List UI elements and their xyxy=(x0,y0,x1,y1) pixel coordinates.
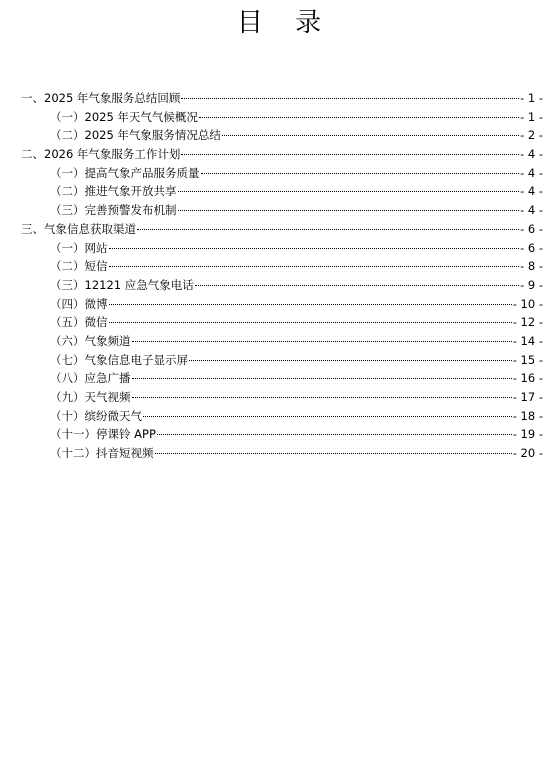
toc-entry-1[interactable] xyxy=(21,89,543,108)
toc-page-number: - 20 - xyxy=(512,446,543,461)
toc-dot-leader xyxy=(137,229,519,230)
toc-dot-leader xyxy=(109,304,512,305)
toc-page-number: - 4 - xyxy=(520,165,543,180)
toc-dot-leader xyxy=(143,416,512,417)
toc-page-number: - 4 - xyxy=(520,203,543,218)
toc-entry-text: （四）微博 xyxy=(50,296,108,311)
toc-page-number: - 1 - xyxy=(520,109,543,124)
toc-entry-2[interactable] xyxy=(21,145,543,164)
toc-page-number: - 8 - xyxy=(520,259,543,274)
toc-entry-text: （十）缤纷微天气 xyxy=(50,408,142,423)
toc-entry-text: （九）天气视频 xyxy=(50,390,131,404)
toc-page-number: - 18 - xyxy=(512,408,543,423)
toc-entry-text: （八）应急广播 xyxy=(50,371,131,386)
toc-entry-1-2[interactable] xyxy=(21,126,543,145)
toc-dot-leader xyxy=(189,360,512,361)
toc-dot-leader xyxy=(109,266,520,267)
toc-dot-leader xyxy=(132,341,512,342)
toc-entry-text: （二）2025 年气象服务情况总结 xyxy=(50,128,221,143)
toc-entry-text: （三）12121 应急气象电话 xyxy=(50,277,194,292)
toc-entry-3-9[interactable] xyxy=(21,388,543,407)
toc-entry-2-1[interactable] xyxy=(21,164,543,183)
toc-page-number: - 9 - xyxy=(520,277,543,292)
toc-page-number: - 12 - xyxy=(512,315,543,330)
toc-page-number: - 15 - xyxy=(512,352,543,367)
toc-page-number: - 6 - xyxy=(520,221,543,236)
toc-dot-leader xyxy=(155,453,512,454)
toc-entry-3-1[interactable] xyxy=(21,239,543,258)
toc-dot-leader xyxy=(132,378,512,379)
toc-entry-text: （六）气象频道 xyxy=(50,333,131,348)
toc-entry-text: （三）完善预警发布机制 xyxy=(50,203,177,218)
toc-entry-text: （一）提高气象产品服务质量 xyxy=(50,165,200,180)
toc-page-number: - 10 - xyxy=(512,296,543,311)
toc-entry-text: （一）2025 年天气气候概况 xyxy=(50,109,198,124)
toc-dot-leader xyxy=(109,248,520,249)
toc-entry-text: （七）气象信息电子显示屏 xyxy=(50,352,188,367)
toc-page-number: - 17 - xyxy=(512,390,543,404)
toc-entry-2-2[interactable] xyxy=(21,182,543,201)
toc-page-number: - 2 - xyxy=(520,128,543,143)
toc-page-number: - 1 - xyxy=(520,91,543,105)
toc-entry-3-11[interactable] xyxy=(21,425,543,444)
toc-entry-3[interactable] xyxy=(21,220,543,239)
toc-entry-3-7[interactable] xyxy=(21,351,543,370)
toc-page-number: - 4 - xyxy=(520,147,543,162)
toc-dot-leader xyxy=(181,98,519,99)
toc-entry-3-12[interactable] xyxy=(21,444,543,463)
toc-page-number: - 16 - xyxy=(512,371,543,386)
toc-entry-text: （二）短信 xyxy=(50,259,108,274)
toc-entry-text: （十二）抖音短视频 xyxy=(50,446,154,461)
toc-page-number: - 19 - xyxy=(512,427,543,442)
toc-entry-text: （一）网站 xyxy=(50,240,108,255)
toc-dot-leader xyxy=(157,434,512,435)
toc-title: 目 录 xyxy=(236,8,334,38)
toc-list xyxy=(21,89,543,463)
toc-dot-leader xyxy=(178,191,520,192)
toc-page-number: - 14 - xyxy=(512,333,543,348)
toc-entry-text: （二）推进气象开放共享 xyxy=(50,184,177,199)
toc-entry-3-6[interactable] xyxy=(21,332,543,351)
toc-entry-3-2[interactable] xyxy=(21,257,543,276)
toc-dot-leader xyxy=(222,135,519,136)
toc-dot-leader xyxy=(178,210,520,211)
toc-entry-3-10[interactable] xyxy=(21,407,543,426)
toc-dot-leader xyxy=(109,322,512,323)
toc-entry-2-3[interactable] xyxy=(21,201,543,220)
toc-entry-3-4[interactable] xyxy=(21,295,543,314)
toc-entry-3-8[interactable] xyxy=(21,369,543,388)
toc-dot-leader xyxy=(201,173,520,174)
toc-entry-1-1[interactable] xyxy=(21,108,543,127)
toc-entry-3-3[interactable] xyxy=(21,276,543,295)
toc-entry-3-5[interactable] xyxy=(21,313,543,332)
toc-page-number: - 4 - xyxy=(520,184,543,199)
toc-dot-leader xyxy=(132,397,512,398)
toc-dot-leader xyxy=(199,117,519,118)
toc-dot-leader xyxy=(195,285,519,286)
toc-entry-text: （五）微信 xyxy=(50,315,108,330)
toc-dot-leader xyxy=(181,154,519,155)
toc-entry-text: 一、2025 年气象服务总结回顾 xyxy=(21,91,181,105)
toc-entry-text: 二、2026 年气象服务工作计划 xyxy=(21,147,181,162)
toc-page-number: - 6 - xyxy=(520,240,543,255)
toc-entry-text: 三、气象信息获取渠道 xyxy=(21,221,136,236)
toc-entry-text: （十一）停课铃 APP xyxy=(50,427,156,442)
